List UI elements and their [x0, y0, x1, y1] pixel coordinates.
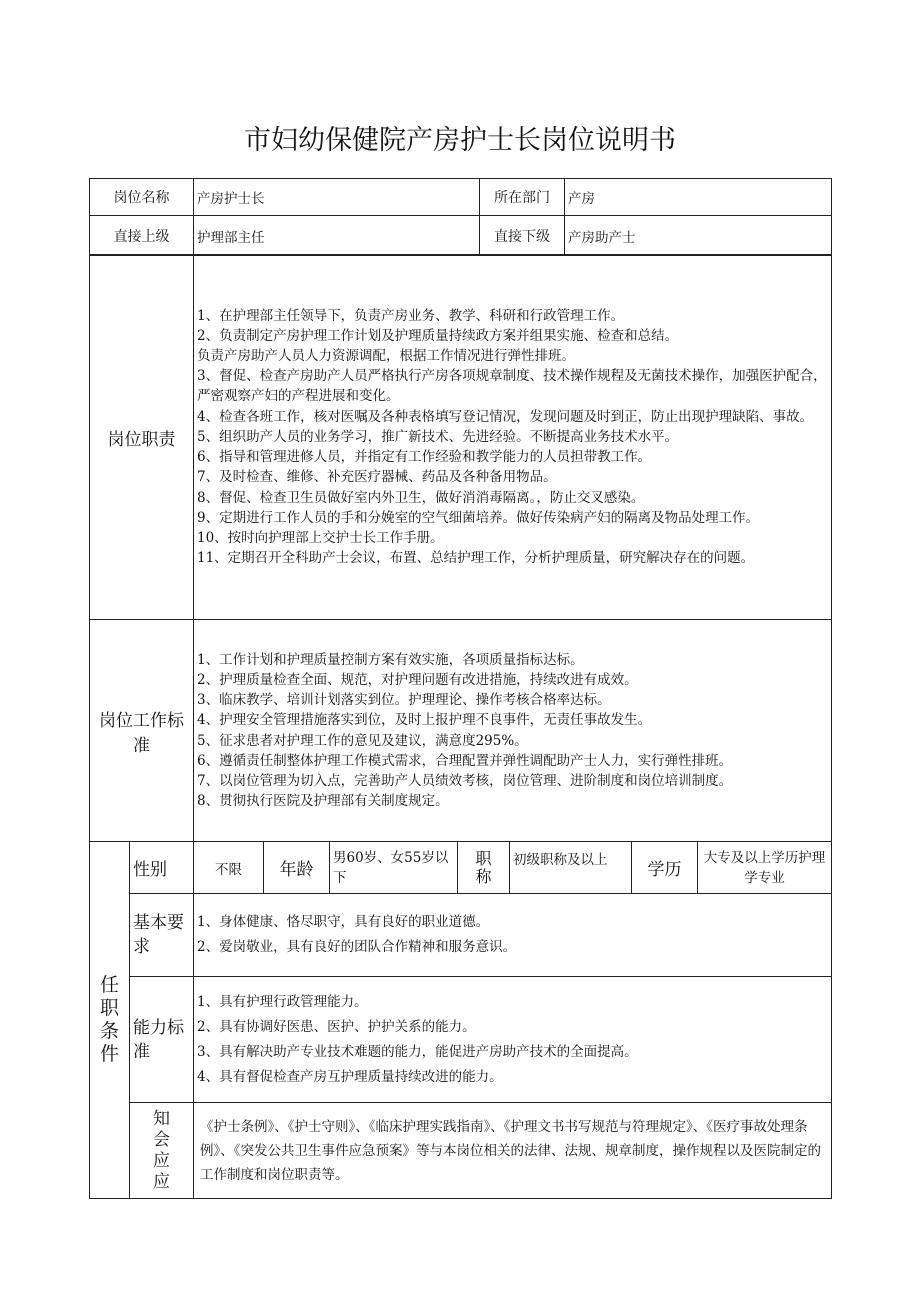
duty-item: 2、负责制定产房护理工作计划及护理质量持续政方案并组果实施、检查和总结。: [197, 327, 679, 344]
superior-label: 直接上级: [90, 216, 194, 256]
duty-item: 负责产房助产人员人力资源调配，根据工作情况进行弹性排班。: [197, 348, 575, 365]
duty-item: 9、定期进行工作人员的手和分娩室的空气细菌培养。做好传染病产妇的隔离及物品处理工作。: [197, 509, 760, 526]
requirements-label: 任 职 条 件: [90, 842, 130, 1199]
duties-list: [194, 255, 832, 620]
duty-item: 3、督促、检查产房助产人员严格执行产房各项规章制度、技术操作规程及无菌技术操作，加强医护配合，严密观察产妇的产程进展和变化。: [197, 368, 827, 405]
age-value: 男60岁、女55岁以下: [330, 842, 458, 894]
duty-item: 11、定期召开全科助产士会议，布置、总结护理工作，分析护理质量，研究解决存在的问题。: [197, 550, 755, 567]
basic-item: 1、身体健康、恪尽职守，具有良好的职业道德。: [197, 914, 490, 930]
page-title: 市妇幼保健院产房护士长岗位说明书: [244, 125, 676, 156]
duty-item: 1、在护理部主任领导下，负责产房业务、教学、科研和行政管理工作。: [197, 307, 625, 324]
duty-item: 4、检查各班工作，核对医嘱及各种表格填写登记情况，发现问题及时到正，防止出现护理缺陷、事故。: [197, 408, 814, 425]
standard-item: 3、临床教学、培训计划落实到位。护理理论、操作考核合格率达标。: [197, 692, 611, 709]
gender-label: 性别: [130, 842, 194, 894]
subordinate-label: 直接下级: [480, 216, 565, 256]
standard-item: 2、护理质量检查全面、规范，对护理问题有改进措施，持续改进有成效。: [197, 671, 638, 688]
age-label: 年龄: [264, 842, 330, 894]
title-value: 初级职称及以上: [510, 842, 632, 894]
standard-item: 5、征求患者对护理工作的意见及建议，满意度295%。: [197, 732, 528, 749]
standard-item: 8、贯彻执行医院及护理部有关制度规定。: [197, 793, 449, 810]
standard-item: 7、以岗位管理为切入点，完善助产人员绩效考核，岗位管理、进阶制度和岗位培训制度。: [197, 772, 733, 789]
duty-item: 10、按时向护理部上交护士长工作手册。: [197, 529, 444, 546]
position-name-value: 产房护士长: [194, 179, 480, 216]
standard-item: 1、工作计划和护理质量控制方案有效实施，各项质量指标达标。: [197, 651, 584, 668]
standards-label: 岗位工作标准: [90, 620, 194, 842]
superior-value: 护理部主任: [194, 216, 480, 256]
duties-label: 岗位职责: [90, 255, 194, 620]
department-label: 所在部门: [480, 179, 565, 216]
ability-list: [194, 977, 832, 1103]
department-value: 产房: [565, 179, 832, 216]
duty-item: 7、及时检查、维修、补充医疗器械、药品及各种备用物品。: [197, 469, 557, 486]
duties-table: [89, 254, 832, 842]
requirements-table: [89, 841, 832, 1199]
position-name-label: 岗位名称: [90, 179, 194, 216]
basic-label: 基本要求: [130, 894, 194, 977]
standard-item: 6、遵循责任制整体护理工作模式需求，合理配置并弹性调配助产士人力，实行弹性排班。: [197, 752, 733, 769]
ability-label: 能力标准: [130, 977, 194, 1103]
basic-item: 2、爱岗敬业，具有良好的团队合作精神和服务意识。: [197, 939, 517, 955]
duty-item: 8、督促、检查卫生员做好室内外卫生，做好消消毒隔离。，防止交叉感染。: [197, 489, 645, 506]
ability-item: 4、具有督促检查产房互护理质量持续改进的能力。: [197, 1068, 503, 1085]
duty-item: 6、指导和管理进修人员，并指定有工作经验和教学能力的人员担带教工作。: [197, 449, 652, 466]
ability-item: 2、具有协调好医患、医护、护护关系的能力。: [197, 1018, 476, 1035]
knowledge-text: 《护士条例》、《护士守则》、《临床护理实践指南》、《护理文书书写规范与符理规定》、《医疗事故处理条例》、《突发公共卫生事件应急预案》等与本岗位相关的法律、法规、规章制度，操作规程以及医院制定的工作制度和岗位职责等。: [194, 1103, 832, 1199]
title-label: 职 称: [458, 842, 510, 894]
duty-item: 5、组织助产人员的业务学习，推广新技术、先进经验。不断提高业务技术水平。: [197, 428, 679, 445]
standard-item: 4、护理安全管理措施落实到位，及时上报护理不良事件，无责任事故发生。: [197, 712, 652, 729]
ability-item: 3、具有解决助产专业技术难题的能力，能促进产房助产技术的全面提高。: [197, 1043, 638, 1060]
ability-item: 1、具有护理行政管理能力。: [197, 993, 368, 1010]
basic-list: [194, 894, 832, 977]
edu-value: 大专及以上学历护理学专业: [698, 842, 832, 894]
edu-label: 学历: [632, 842, 698, 894]
knowledge-label: 知 会 应 应: [130, 1103, 194, 1199]
standards-list: [194, 620, 832, 842]
gender-value: 不限: [194, 842, 264, 894]
subordinate-value: 产房助产士: [565, 216, 832, 256]
header-table: [89, 178, 832, 256]
